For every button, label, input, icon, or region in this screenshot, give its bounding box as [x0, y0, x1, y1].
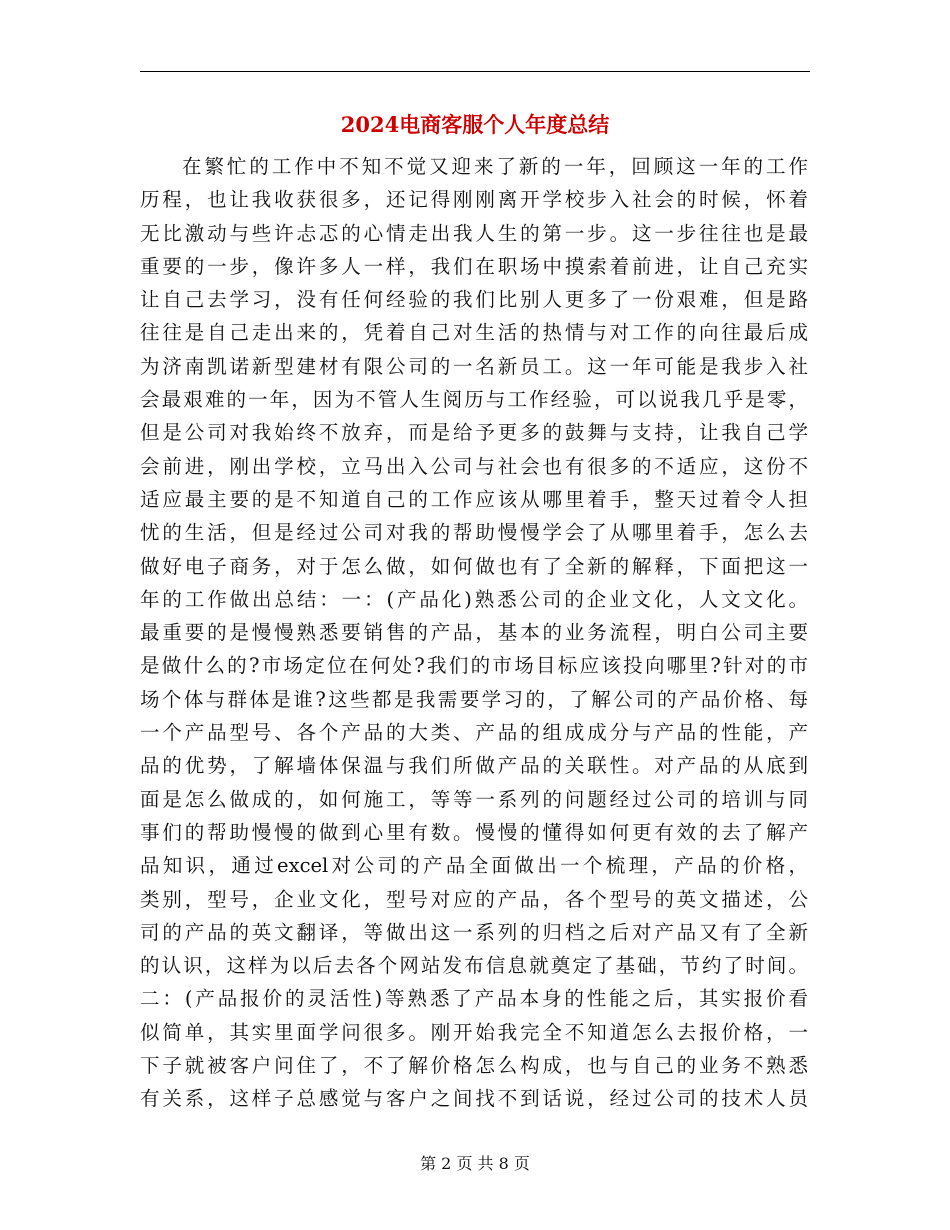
body-line: 最重要的是慢慢熟悉要销售的产品，基本的业务流程，明白公司主要 — [140, 621, 808, 645]
body-line: 的认识，这样为以后去各个网站发布信息就奠定了基础，节约了时间。 — [140, 954, 808, 978]
body-line: 无比激动与些许忐忑的心情走出我人生的第一步。这一步往往也是最 — [140, 221, 808, 245]
body-line: 历程，也让我收获很多，还记得刚刚离开学校步入社会的时候，怀着 — [140, 188, 808, 212]
document-body — [140, 150, 808, 1116]
body-line: 似简单，其实里面学问很多。刚开始我完全不知道怎么去报价格，一 — [140, 1020, 808, 1044]
body-line: 在繁忙的工作中不知不觉又迎来了新的一年，回顾这一年的工作 — [182, 155, 808, 178]
body-line: 二：(产品报价的灵活性)等熟悉了产品本身的性能之后，其实报价看 — [140, 987, 808, 1011]
body-line: 往往是自己走出来的，凭着自己对生活的热情与对工作的向往最后成 — [140, 321, 808, 345]
body-line: 适应最主要的是不知道自己的工作应该从哪里着手，整天过着令人担 — [140, 487, 808, 511]
body-line: 场个体与群体是谁?这些都是我需要学习的，了解公司的产品价格、每 — [140, 687, 808, 711]
body-line: 品知识，通过excel对公司的产品全面做出一个梳理，产品的价格， — [140, 854, 808, 878]
body-line: 会前进，刚出学校，立马出入公司与社会也有很多的不适应，这份不 — [140, 454, 808, 478]
body-line: 品的优势，了解墙体保温与我们所做产品的关联性。对产品的从底到 — [140, 754, 808, 778]
body-line: 是做什么的?市场定位在何处?我们的市场目标应该投向哪里?针对的市 — [140, 654, 808, 678]
page-number: 第 2 页 共 8 页 — [420, 1154, 530, 1173]
body-line: 下子就被客户问住了，不了解价格怎么构成，也与自己的业务不熟悉 — [140, 1054, 808, 1078]
document-title: 2024电商客服个人年度总结 — [340, 112, 610, 137]
body-line: 司的产品的英文翻译，等做出这一系列的归档之后对产品又有了全新 — [140, 920, 808, 944]
body-line: 有关系，这样子总感觉与客户之间找不到话说，经过公司的技术人员 — [140, 1087, 808, 1111]
body-line: 为济南凯诺新型建材有限公司的一名新员工。这一年可能是我步入社 — [140, 354, 808, 378]
body-line: 面是怎么做成的，如何施工，等等一系列的问题经过公司的培训与同 — [140, 787, 808, 811]
header-rule — [140, 71, 810, 72]
body-line: 忧的生活，但是经过公司对我的帮助慢慢学会了从哪里着手，怎么去 — [140, 521, 808, 545]
body-line: 重要的一步，像许多人一样，我们在职场中摸索着前进，让自己充实 — [140, 254, 808, 278]
body-line: 年的工作做出总结：一：(产品化)熟悉公司的企业文化，人文文化。 — [140, 587, 808, 611]
body-line: 一个产品型号、各个产品的大类、产品的组成成分与产品的性能，产 — [140, 721, 808, 745]
body-line: 会最艰难的一年，因为不管人生阅历与工作经验，可以说我几乎是零， — [140, 388, 808, 412]
body-line: 做好电子商务，对于怎么做，如何做也有了全新的解释，下面把这一 — [140, 554, 808, 578]
body-line: 让自己去学习，没有任何经验的我们比别人更多了一份艰难，但是路 — [140, 288, 808, 312]
body-line: 类别，型号，企业文化，型号对应的产品，各个型号的英文描述，公 — [140, 887, 808, 911]
body-line: 事们的帮助慢慢的做到心里有数。慢慢的懂得如何更有效的去了解产 — [140, 820, 808, 844]
body-line: 但是公司对我始终不放弃，而是给予更多的鼓舞与支持，让我自己学 — [140, 421, 808, 445]
